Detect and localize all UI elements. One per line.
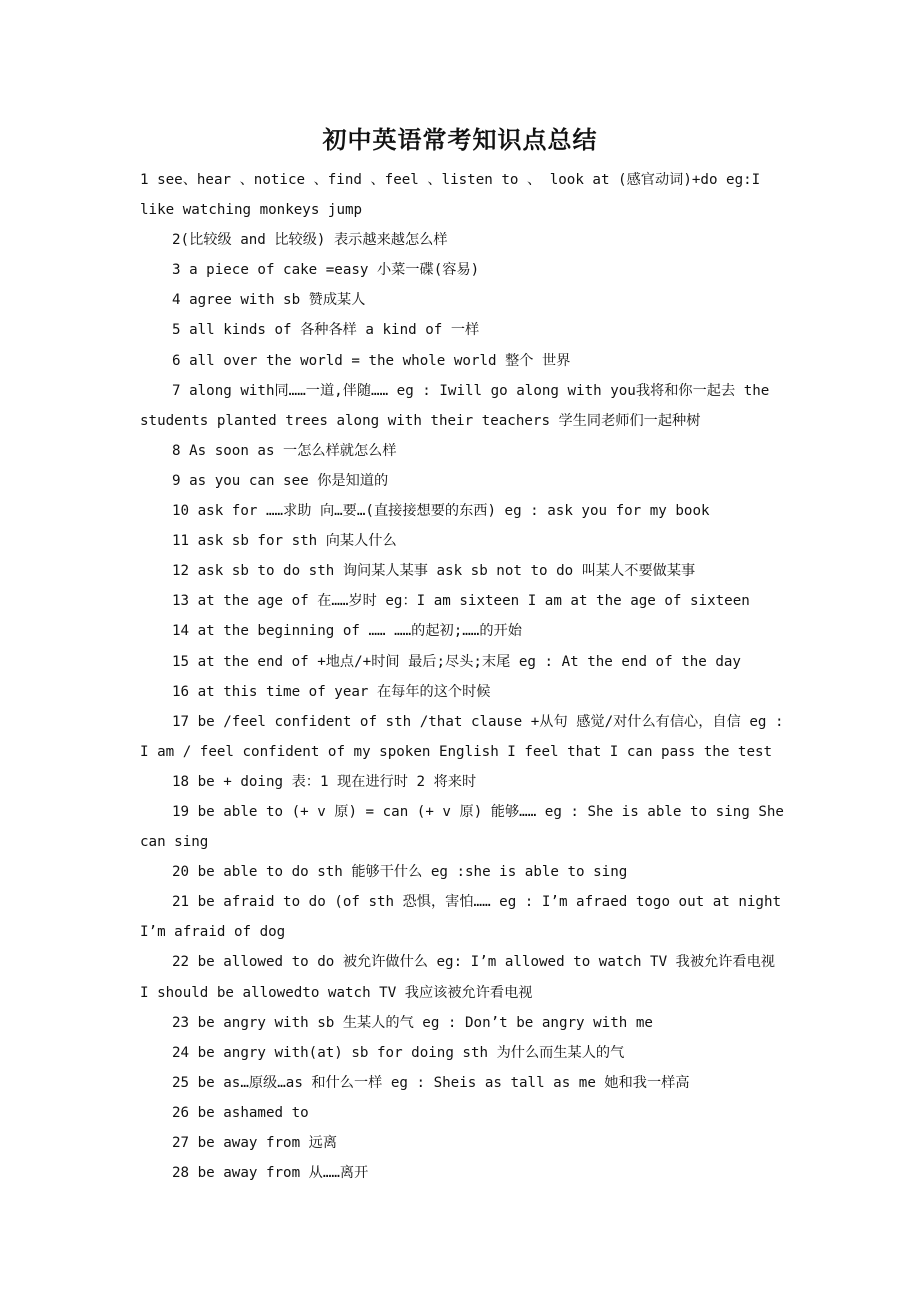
list-item: 16 at this time of year 在每年的这个时候 (172, 683, 491, 700)
list-item: 3 a piece of cake =easy 小菜一碟(容易) (172, 262, 480, 279)
list-item: 19 be able to (+ v 原) = can (+ v 原) 能够…… eg : She is able to sing She can sing (140, 803, 784, 851)
list-item: 25 be as…原级…as 和什么一样 eg : Sheis as tall as me 她和我一样高 (172, 1074, 690, 1091)
list-item: 23 be angry with sb 生某人的气 eg : Don’t be angry with me (172, 1014, 653, 1031)
list-item: 10 ask for ……求助 向…要…(直接接想要的东西) eg : ask you for my book (172, 503, 710, 520)
list-item: 9 as you can see 你是知道的 (172, 472, 389, 489)
list-item: 20 be able to do sth 能够干什么 eg :she is able to sing (172, 864, 628, 881)
list-item: 14 at the beginning of …… ……的起初;……的开始 (172, 623, 522, 640)
list-item: 13 at the age of 在……岁时 eg：I am sixteen I am at the age of sixteen (172, 593, 750, 610)
list-item: 26 be ashamed to (172, 1104, 309, 1121)
list-item: 11 ask sb for sth 向某人什么 (172, 533, 397, 550)
list-item: 18 be + doing 表：1 现在进行时 2 将来时 (172, 773, 477, 790)
list-item: 7 along with同……一道,伴随…… eg : Iwill go along with you我将和你一起去 the students planted trees along with their teachers 学生同老师们一起种树 (140, 382, 770, 429)
list-item: 27 be away from 远离 (172, 1135, 338, 1151)
list-item: 17 be /feel confident of sth /that clause +从句 感觉/对什么有信心，自信 eg : I am / feel confident of my spoken English I feel that I can pass the test (140, 713, 784, 760)
list-item: 5 all kinds of 各种各样 a kind of 一样 (172, 322, 480, 339)
list-item: 6 all over the world = the whole world 整个 世界 (172, 352, 571, 369)
list-item: 8 As soon as 一怎么样就怎么样 (172, 442, 397, 459)
list-item: 21 be afraid to do (of sth 恐惧，害怕…… eg : I’m afraed togo out at night I’m afraid of dog (140, 894, 782, 941)
list-item: 4 agree with sb 赞成某人 (172, 292, 366, 309)
document-body (140, 165, 788, 1188)
list-item: 15 at the end of +地点/+时间 最后;尽头;末尾 eg : At the end of the day (172, 653, 741, 670)
list-item: 28 be away from 从……离开 (172, 1165, 369, 1182)
document-title: 初中英语常考知识点总结 (322, 126, 598, 154)
list-item: 24 be angry with(at) sb for doing sth 为什么而生某人的气 (172, 1044, 625, 1061)
list-item: 2(比较级 and 比较级) 表示越来越怎么样 (172, 232, 448, 249)
list-item: 1 see、hear 、notice 、find 、feel 、listen to 、 look at (感官动词)+do eg:I like watching monkeys jump (140, 172, 761, 219)
list-item: 12 ask sb to do sth 询问某人某事 ask sb not to do 叫某人不要做某事 (172, 563, 696, 580)
list-item: 22 be allowed to do 被允许做什么 eg: I’m allowed to watch TV 我被允许看电视 I should be allowedto watch TV 我应该被允许看电视 (140, 954, 775, 1001)
